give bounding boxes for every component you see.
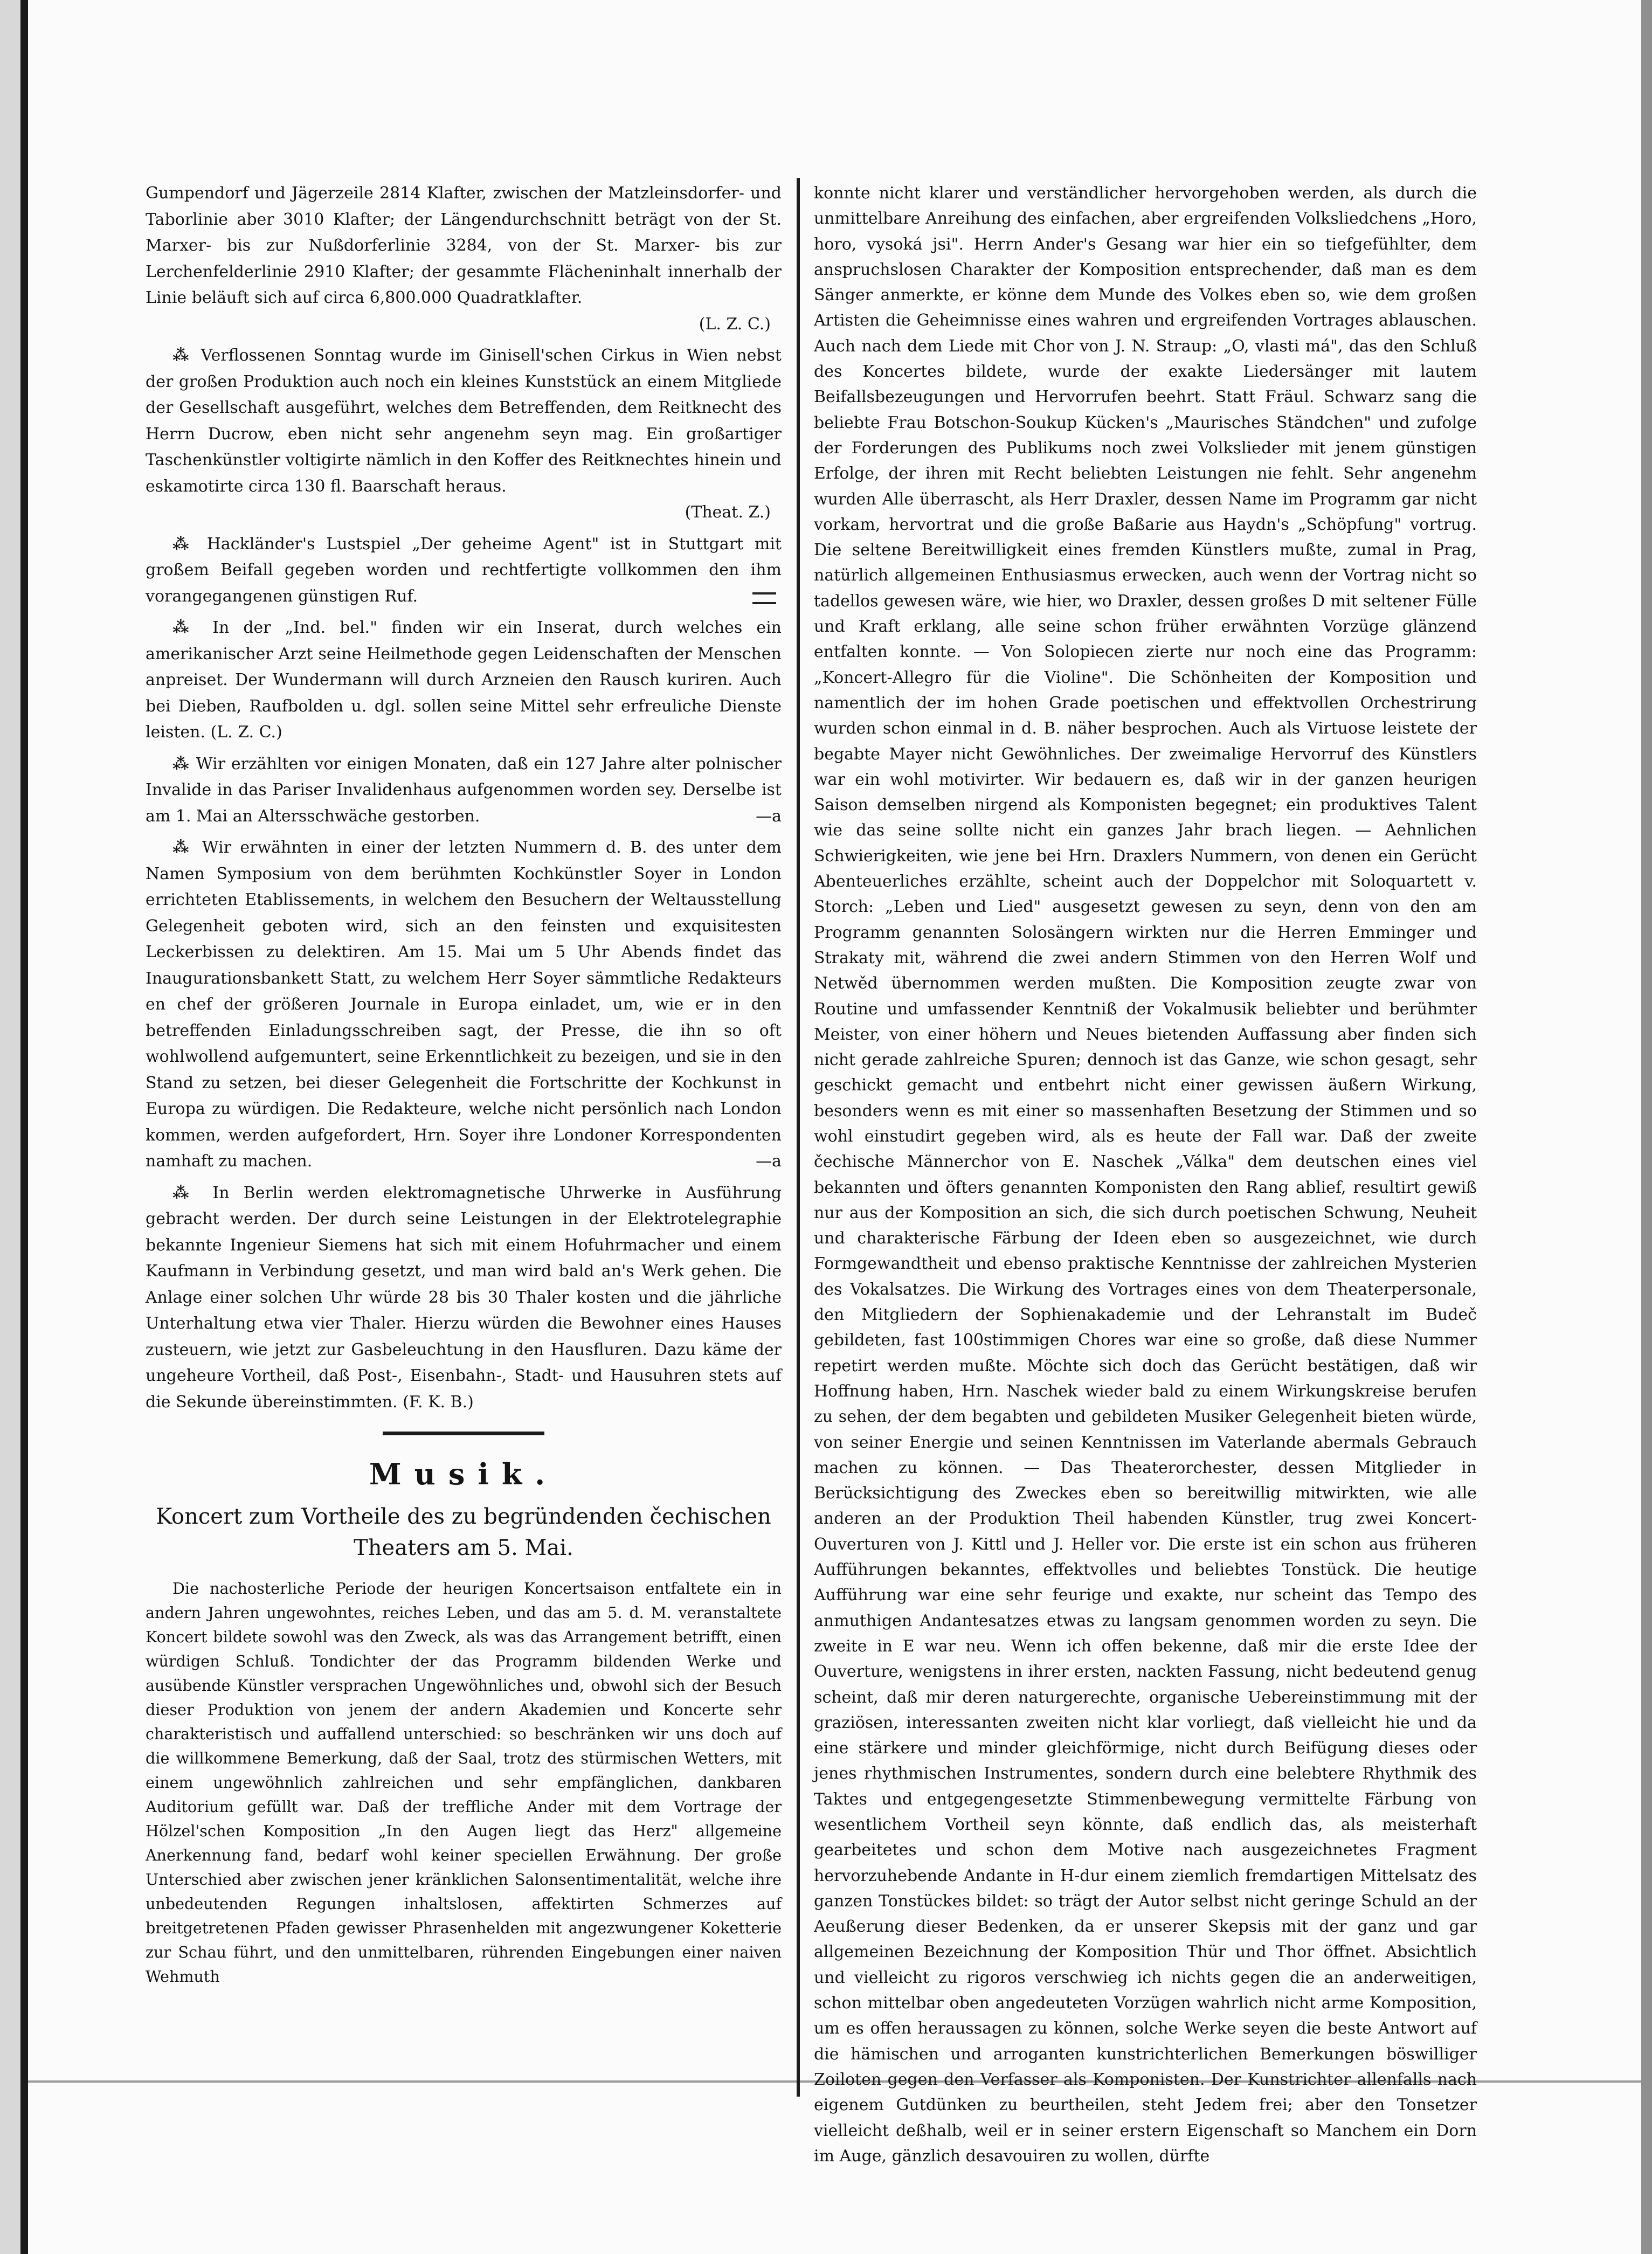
news-item-american-doctor <box>146 615 782 746</box>
news-item-soyer-symposium <box>146 835 782 1175</box>
news-item-hacklaender <box>146 531 782 610</box>
left-column <box>146 181 782 1994</box>
news-item-electric-clocks <box>146 1180 782 1416</box>
news-item-text: In Berlin werden elektromagnetische Uhrwerke in Ausführung gebracht werden. Der durch seine Leistungen in der Elektrotelegraphie bekannte Ingenieur Siemens hat sich mit einem Hofuhrmacher und einem Kaufmann in Verbindung gesetzt, und man wird bald an's Werk gehen. Die Anlage einer solchen Uhr würde 28 bis 30 Thaler kosten und die jährliche Unterhaltung etwa vier Thaler. Hierzu würden die Bewohner eines Hauses zusteuern, wie jetzt zur Gasbeleuchtung in den Hausfluren. Dazu käme der ungeheure Vortheil, daß Post-, Eisenbahn-, Stadt- und Hausuhren stets auf die Sekunde übereinstimmten. <box>146 1183 782 1412</box>
section-separator <box>383 1432 544 1435</box>
news-item-source: (L. Z. C.) <box>210 723 282 742</box>
end-rule-icon <box>752 592 776 604</box>
news-item-text: Verflossenen Sonntag wurde im Ginisell'schen Cirkus in Wien nebst der großen Produktion auch noch ein kleines Kunststück an einem Mitgliede der Gesellschaft ausgeführt, welches dem Betreffenden, dem Reitknecht des Herrn Ducrow, eben nicht sehr angenehm seyn mag. Ein großartiger Taschenkünstler voltigirte nämlich in den Koffer des Reitknechtes hinein und eskamotirte circa 130 fl. Baarschaft heraus. <box>146 346 782 496</box>
article-body: Die nachosterliche Periode der heurigen Koncertsaison entfaltete ein in andern Jahren ungewohntes, reiches Leben, und das am 5. d. M. veranstaltete Koncert bildete sowohl was den Zweck, als was das Arrangement betrifft, einen würdigen Schluß. Tondichter der das Programm bildenden Werke und ausübende Künstler versprachen Ungewöhnliches und, obwohl sich der Besuch dieser Produktion von jenem der andern Akademien und Koncerte sehr charakteristisch und auffallend unterschied: so beschränken wir uns doch auf die willkommene Bemerkung, daß der Saal, trotz des stürmischen Wetters, mit einem ungewöhnlich zahlreichen und sehr empfänglichen, dankbaren Auditorium gefüllt war. Daß der treffliche Ander mit dem Vortrage der Hölzel'schen Komposition „In den Augen liegt das Herz" allgemeine Anerkennung fand, bedarf wohl keiner speciellen Erwähnung. Der große Unterschied aber zwischen jener kränklichen Salonsentimentalität, welche ihre unbedeutenden Regungen inhaltslosen, affektirten Schmerzes auf breitgetretenen Pfaden gewisser Phrasenhelden mit angezwungener Koketterie zur Schau führt, und den unmittelbaren, rührenden Eingebungen einer naiven Wehmuth <box>146 1579 782 1986</box>
news-item-text: Hackländer's Lustspiel „Der geheime Agent" ist in Stuttgart mit großem Beifall gegeben worden und rechtfertigte vollkommen den ihm vorangegangenen günstigen Ruf. <box>146 534 782 606</box>
news-item-source: (L. Z. C.) <box>699 314 771 334</box>
page-right-edge <box>1641 0 1652 2254</box>
section-title-musik: Musik. <box>369 1457 558 1491</box>
news-item-invalid <box>146 751 782 830</box>
news-item-text: Wir erwähnten in einer der letzten Nummern d. B. des unter dem Namen Symposium von dem berühmten Kochkünstler Soyer in London errichteten Etablissements, in welchem den Besuchern der Weltausstellung Gelegenheit geboten wird, sich an den feinsten und exquisitesten Leckerbissen zu delektiren. Am 15. Mai um 5 Uhr Abends findet das Inaugurationsbankett Statt, zu welchem Herr Soyer sämmtliche Redakteurs en chef der größeren Journale in Europa einladet, um, wie er in den betreffenden Einladungsschreiben sagt, der Presse, die ihn so oft wohlwollend aufgemuntert, seine Erkenntlichkeit zu bezeigen, und sie in den Stand zu setzen, bei dieser Gelegenheit die Fortschritte der Kochkunst in Europa zu würdigen. Die Redakteure, welche nicht persönlich nach London kommen, werden aufgefordert, Hrn. Soyer ihre Londoner Korrespondenten namhaft zu machen. <box>146 838 782 1171</box>
page-binding-edge <box>0 0 28 2254</box>
news-bullet-icon: ⁂ <box>172 618 199 637</box>
news-bullet-icon: ⁂ <box>172 1183 199 1202</box>
news-bullet-icon: ⁂ <box>172 534 196 554</box>
news-item-text: In der „Ind. bel." finden wir ein Inserat, durch welches ein amerikanischer Arzt seine Heilmethode gegen Leidenschaften der Menschen anpreiset. Der Wundermann will durch Arzneien den Rausch kuriren. Auch bei Dieben, Raufbolden u. dgl. sollen seine Mittel sehr erfreuliche Dienste leisten. <box>146 618 782 742</box>
news-item-circus <box>146 343 782 526</box>
news-item-source: —a <box>756 806 782 826</box>
news-item-text: Gumpendorf und Jägerzeile 2814 Klafter, zwischen der Matzleinsdorfer- und Taborlinie aber 3010 Klafter; der Längendurchschnitt beträgt von der St. Marxer- bis zur Nußdorferlinie 3284, von der St. Marxer- bis zur Lerchenfelderlinie 2910 Klafter; der gesammte Flächeninhalt innerhalb der Linie beläuft sich auf circa 6,800.000 Quadratklafter. <box>146 184 782 307</box>
column-divider <box>797 178 800 2097</box>
news-item-vienna-area <box>146 181 782 337</box>
news-bullet-icon: ⁂ <box>172 754 190 773</box>
news-item-source: (F. K. B.) <box>403 1392 474 1412</box>
news-item-source: (Theat. Z.) <box>685 503 771 522</box>
news-item-source: —a <box>756 1152 782 1171</box>
article-continuation: konnte nicht klarer und verständlicher hervorgehoben werden, als durch die unmittelbare Anreihung des einfachen, aber ergreifenden Volksliedchens „Horo, horo, vysoká jsi". Herrn Ander's Gesang war hier ein so tiefgefühlter, dem anspruchslosen Charakter der Komposition entsprechender, daß man es dem Sänger anmerkte, er könne dem Munde des Volkes eben so, wie dem großen Artisten die Geheimnisse eines wahren und ergreifenden Vortrages ablauschen. Auch nach dem Liede mit Chor von J. N. Straup: „O, vlasti má", das den Schluß des Koncertes bildete, wurde der exakte Liedersänger mit lautem Beifallsbezeugungen und Hervorrufen beehrt. Statt Fräul. Schwarz sang die beliebte Frau Botschon-Soukup Kücken's „Maurisches Ständchen" und zufolge der Forderungen des Publikums noch zwei Volkslieder mit jenem günstigen Erfolge, der ihren mit Recht beliebten Leistungen nie fehlt. Sehr angenehm wurden Alle überrascht, als Herr Draxler, dessen Name im Programm gar nicht vorkam, hervortrat und die große Baßarie aus Haydn's „Schöpfung" vortrug. Die seltene Bereitwilligkeit eines fremden Künstlers mußte, zumal in Prag, natürlich allgemeinen Enthusiasmus erwecken, auch wenn der Vortrag nicht so tadellos gewesen wäre, wie hier, wo Draxler, dessen großes D mit seltener Fülle und Kraft erklang, alle seine schon früher erwähnten Vorzüge glänzend entfalten konnte. — Von Solopiecen zierte nur noch eine das Programm: „Koncert-Allegro für die Violine". Die Schönheiten der Komposition und namentlich der im hohen Grade poetischen und effektvollen Orchestrirung wurden schon einmal in d. B. näher besprochen. Auch als Virtuose leistete der begabte Mayer nicht Gewöhnliches. Der zweimalige Hervorruf des Künstlers war ein wohl motivirter. Wir bedauern es, daß wir in der ganzen heurigen Saison demselben nirgend als Komponisten begegnet; ein produktives Talent wie das seine sollte nicht ein ganzes Jahr brach liegen. — Aehnlichen Schwierigkeiten, wie jene bei Hrn. Draxlers Nummern, von denen ein Gerücht Abenteuerliches erzählte, scheint auch der Doppelchor mit Soloquartett v. Storch: „Leben und Lied" ausgesetzt gewesen zu seyn, denn von den am Programm genannten Solosängern wirkten nur die Herren Emminger und Strakaty mit, während die zwei andern Stimmen von den Herren Wolf und Netwěd übernommen werden mußten. Die Komposition zeugte zwar von Routine und umfassender Kenntniß der Vokalmusik beliebter und berühmter Meister, von einer höhern und Neues bietenden Auffassung aber finden sich nicht gerade zahlreiche Spuren; dennoch ist das Ganze, wie schon gesagt, sehr geschickt gemacht und entbehrt nicht einer gewissen äußern Wirkung, besonders wenn es mit einer so massenhaften Besetzung der Stimmen und so wohl einstudirt gegeben wird, als es heute der Fall war. Daß der zweite čechische Männerchor von E. Naschek „Válka" dem deutschen eines viel bekannten und öfters genannten Komponisten den Rang ablief, resultirt gewiß nur aus der Komposition an sich, die sich durch poetischen Schwung, Neuheit und charakterische Färbung der Ideen eben so ausgezeichnet, wie durch Formgewandtheit und ebenso praktische Kenntnisse der zahlreichen Mysterien des Vokalsatzes. Die Wirkung des Vortrages eines von dem Theaterpersonale, den Mitgliedern der Sophienakademie und der Lehranstalt im Budeč gebildeten, fast 100stimmigen Chores war eine so große, daß diese Nummer repetirt werden mußte. Möchte sich doch das Gerücht bestätigen, daß wir Hoffnung haben, Hrn. Naschek wieder bald zu einem Wirkungskreise berufen zu sehen, der dem begabten und gebildeten Musiker Gelegenheit bieten würde, von seiner Energie und seinen Kenntnissen im Vaterlande abermals Gebrauch machen zu können. — Das Theaterorchester, dessen Mitglieder in Berücksichtigung des Zweckes eben so bereitwillig mitwirkten, wie alle anderen an der Produktion Theil habenden Künstler, trug zwei Koncert-Ouverturen von J. Kittl und J. Heller vor. Die erste ist ein schon aus früheren Aufführungen bekanntes, effektvolles und beliebtes Tonstück. Die heutige Aufführung war eine sehr feurige und exakte, nur scheint das Tempo des anmuthigen Andantesatzes etwas zu langsam genommen worden zu seyn. Die zweite in E war neu. Wenn ich offen bekenne, daß mir die erste Idee der Ouverture, wenigstens in ihrer ersten, nackten Fassung, nicht bedeutend genug scheint, daß mir deren naturgerechte, organische Uebereinstimmung mit der graziösen, interessanten zweiten nicht klar vorliegt, daß vielleicht hie und da eine stärkere und minder gleichförmige, nicht durch Beifügung dieses oder jenes rhythmischen Instrumentes, sondern durch eine belebtere Rhythmik des Taktes und entgegengesetzte Stimmenbewegung vermittelte Färbung von wesentlichem Vortheil seyn könnte, daß endlich das, als meisterhaft gearbeitetes und schon dem Motive nach ausgezeichnetes Fragment hervorzuhebende Andante in H-dur einem ziemlich fremdartigen Mittelsatz des ganzen Tonstückes bildet: so trägt der Autor selbst nicht geringe Schuld an der Aeußerung dieser Bedenken, da er unserer Skepsis mit der ganz und gar allgemeinen Bezeichnung der Komposition Thür und Thor öffnet. Absichtlich und vielleicht zu rigoros verschwieg ich nichts gegen die an anderweitigen, schon mittelbar oben angedeuteten Vorzügen wahrlich nicht arme Komposition, um es offen heraussagen zu können, solche Werke seyen die beste Antwort auf die hämischen und arroganten kunstrichterlichen Bemerkungen böswilliger Zoiloten gegen den Verfasser als Komponisten. Der Kunstrichter allenfalls nach eigenem Gutdünken zu beurtheilen, steht Jedem frei; aber den Tonsetzer vielleicht deßhalb, weil er in seiner erstern Eigenschaft so Manchem ein Dorn im Auge, gänzlich desavouiren zu wollen, dürfte <box>814 184 1477 2166</box>
article-title: Koncert zum Vortheile des zu begründenden čechischen Theaters am 5. Mai. <box>156 1504 771 1560</box>
news-item-text: Wir erzählten vor einigen Monaten, daß ein 127 Jahre alter polnischer Invalide in das Pariser Invalidenhaus aufgenommen worden sey. Derselbe ist am 1. Mai an Altersschwäche gestorben. <box>146 754 782 826</box>
news-bullet-icon: ⁂ <box>172 838 193 857</box>
right-column <box>814 181 1477 2174</box>
news-bullet-icon: ⁂ <box>172 346 193 365</box>
